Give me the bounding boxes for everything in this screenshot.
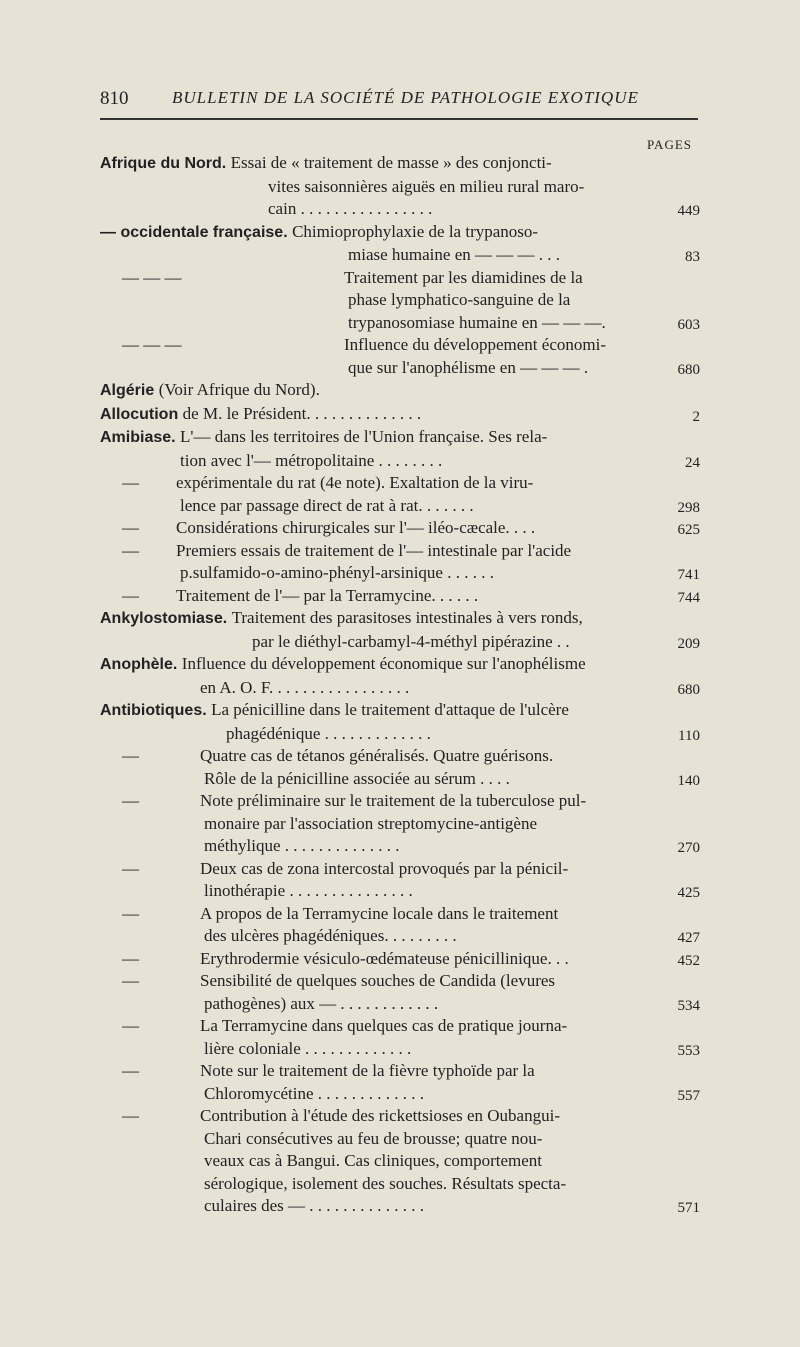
- entry-line: en A. O. F. . . . . . . . . . . . . . . . .: [200, 677, 410, 697]
- entry-line: [100, 607, 700, 631]
- entry-heading: —: [122, 1106, 139, 1125]
- index-entry: [100, 267, 700, 335]
- entry-heading: —: [122, 903, 139, 923]
- running-header: [100, 88, 700, 118]
- entry-heading: Antibiotiques.: [100, 702, 212, 719]
- entry-text: Traitement de l'— par la Terramycine. . . . . .: [176, 585, 479, 605]
- entry-heading: —: [122, 791, 139, 810]
- entry-page-number: 680: [677, 681, 700, 698]
- entry-text: Premiers essais de traitement de l'— intestinale par l'acide: [176, 540, 572, 560]
- entry-line: [100, 699, 700, 723]
- entry-line: Rôle de la pénicilline associée au sérum . . . .: [204, 768, 510, 788]
- index-entry: [100, 472, 700, 517]
- entry-text: La pénicilline dans le traitement d'attaque de l'ulcère: [211, 700, 569, 719]
- entry-line: monaire par l'association streptomycine-antigène: [204, 813, 538, 833]
- index-entry: [100, 517, 700, 540]
- index-entry: [100, 970, 700, 1015]
- entry-line: [100, 540, 700, 563]
- entry-line: que sur l'anophélisme en — — — .: [348, 357, 589, 377]
- entry-heading: —: [122, 473, 139, 492]
- entry-page-number: 534: [677, 997, 700, 1014]
- entry-heading: Anophèle.: [100, 656, 182, 673]
- entry-page-number: 270: [677, 840, 700, 856]
- entry-text: Sensibilité de quelques souches de Candida (levures: [200, 971, 556, 990]
- entry-text: A propos de la Terramycine locale dans le traitement: [200, 903, 559, 923]
- entry-heading: —: [122, 1016, 139, 1035]
- entry-line: [100, 517, 700, 540]
- index-entry: [100, 152, 700, 221]
- index-entry: [100, 607, 700, 653]
- entry-heading: —: [122, 518, 139, 537]
- entry-text: de M. le Président. . . . . . . . . . . . . .: [182, 403, 422, 423]
- entry-text: Essai de « traitement de masse » des conjoncti-: [230, 153, 552, 172]
- entry-page-number: 209: [677, 635, 700, 652]
- entry-line: Chari consécutives au feu de brousse; quatre nou-: [204, 1128, 543, 1148]
- index-entries: [100, 152, 700, 1218]
- entry-line: [100, 1060, 700, 1083]
- entry-line: tion avec l'— métropolitaine . . . . . . . .: [180, 450, 443, 470]
- entry-text: L'— dans les territoires de l'Union française. Ses rela-: [180, 427, 548, 446]
- entry-heading: —: [122, 858, 139, 878]
- index-entry: [100, 1105, 700, 1218]
- entry-line: [100, 858, 700, 881]
- entry-text: Considérations chirurgicales sur l'— iléo-cæcale. . . .: [176, 518, 536, 537]
- entry-heading: — — —: [122, 267, 182, 287]
- entry-text: Quatre cas de tétanos généralisés. Quatre guérisons.: [200, 746, 554, 765]
- entry-text: Influence du développement économi-: [344, 335, 606, 354]
- index-entry: [100, 790, 700, 858]
- entry-line: méthylique . . . . . . . . . . . . . .: [204, 836, 400, 855]
- entry-line: linothérapie . . . . . . . . . . . . . . .: [204, 881, 413, 900]
- entry-page-number: 553: [677, 1042, 700, 1059]
- entry-text: Traitement par les diamidines de la: [344, 267, 583, 287]
- entry-page-number: 603: [677, 316, 700, 333]
- index-entry: [100, 699, 700, 745]
- entry-line: cain . . . . . . . . . . . . . . . .: [268, 199, 433, 218]
- entry-page-number: 741: [677, 567, 700, 583]
- entry-line: [100, 152, 700, 176]
- entry-heading: Allocution: [100, 405, 183, 423]
- entry-page-number: 83: [685, 249, 700, 265]
- index-entry: [100, 948, 700, 971]
- entry-line: veaux cas à Bangui. Cas cliniques, comportement: [204, 1151, 543, 1170]
- entry-line: [100, 334, 700, 357]
- entry-page-number: 140: [677, 772, 700, 789]
- entry-line: par le diéthyl-carbamyl-4-méthyl pipérazine . .: [252, 631, 570, 651]
- entry-text: Contribution à l'étude des rickettsioses en Oubangui-: [200, 1106, 560, 1125]
- entry-page-number: 427: [677, 930, 700, 946]
- entry-line: culaires des — . . . . . . . . . . . . . .: [204, 1196, 425, 1215]
- entry-line: [100, 1105, 700, 1128]
- entry-line: [100, 585, 700, 608]
- entry-page-number: 571: [677, 1200, 700, 1216]
- entry-line: lière coloniale . . . . . . . . . . . . .: [204, 1038, 412, 1058]
- index-entry: [100, 221, 700, 267]
- entry-text: La Terramycine dans quelques cas de pratique journa-: [200, 1016, 568, 1035]
- entry-line: pathogènes) aux — . . . . . . . . . . . .: [204, 993, 439, 1013]
- header-rule: [100, 118, 698, 120]
- entry-page-number: 680: [677, 361, 700, 378]
- entry-heading: Amibiase.: [100, 429, 181, 446]
- entry-heading: —: [122, 585, 139, 605]
- entry-line: lence par passage direct de rat à rat. . . . . . .: [180, 495, 474, 515]
- index-entry: [100, 653, 700, 699]
- entry-line: Chloromycétine . . . . . . . . . . . . .: [204, 1083, 425, 1103]
- entry-heading: —: [122, 540, 139, 560]
- entry-heading: —: [122, 1061, 139, 1080]
- index-entry: [100, 334, 700, 379]
- index-entry: [100, 1060, 700, 1105]
- entry-text: Deux cas de zona intercostal provoqués par la pénicil-: [200, 858, 569, 878]
- entry-line: [100, 221, 700, 245]
- entry-text: (Voir Afrique du Nord).: [158, 380, 320, 399]
- entry-heading: —: [122, 948, 139, 968]
- entry-line: phase lymphatico-sanguine de la: [348, 290, 571, 309]
- entry-text: Note sur le traitement de la fièvre typhoïde par la: [200, 1061, 535, 1080]
- entry-line: p.sulfamido-o-amino-phényl-arsinique . . . . . .: [180, 563, 494, 582]
- entry-line: [100, 403, 700, 427]
- entry-page-number: 452: [677, 952, 700, 969]
- entry-line: [100, 790, 700, 813]
- entry-line: [100, 426, 700, 450]
- entry-page-number: 425: [677, 885, 700, 901]
- entry-page-number: 557: [677, 1087, 700, 1104]
- page-number: 810: [100, 88, 129, 109]
- entry-page-number: 110: [678, 727, 700, 744]
- entry-text: expérimentale du rat (4e note). Exaltation de la viru-: [176, 473, 534, 492]
- entry-line: sérologique, isolement des souches. Résultats specta-: [204, 1173, 567, 1193]
- entry-heading: Ankylostomiase.: [100, 610, 232, 627]
- index-entry: [100, 403, 700, 427]
- entry-heading: —: [122, 746, 139, 765]
- entry-text: Traitement des parasitoses intestinales à vers ronds,: [231, 608, 583, 627]
- entry-text: Erythrodermie vésiculo-œdémateuse pénicillinique. . .: [200, 948, 569, 968]
- entry-line: [100, 267, 700, 290]
- entry-page-number: 24: [685, 454, 700, 471]
- entry-line: [100, 379, 700, 403]
- entry-page-number: 2: [692, 408, 700, 425]
- index-entry: [100, 379, 700, 403]
- entry-page-number: 625: [677, 522, 700, 538]
- entry-heading: —: [122, 971, 139, 990]
- index-entry: [100, 1015, 700, 1060]
- index-entry: [100, 540, 700, 585]
- entry-heading: Afrique du Nord.: [100, 155, 231, 172]
- entry-line: [100, 653, 700, 677]
- pages-column-label: PAGES: [647, 137, 692, 152]
- entry-line: [100, 745, 700, 768]
- entry-heading: Algérie: [100, 382, 159, 399]
- entry-page-number: 744: [677, 589, 700, 606]
- entry-line: [100, 1015, 700, 1038]
- index-entry: [100, 858, 700, 903]
- entry-page-number: 298: [677, 499, 700, 516]
- entry-line: [100, 970, 700, 993]
- index-entry: [100, 745, 700, 790]
- index-entry: [100, 903, 700, 948]
- entry-text: Chimioprophylaxie de la trypanoso-: [292, 221, 539, 241]
- entry-line: miase humaine en — — — . . .: [348, 245, 560, 264]
- entry-text: Note préliminaire sur le traitement de la tuberculose pul-: [200, 791, 587, 810]
- entry-line: des ulcères phagédéniques. . . . . . . . .: [204, 926, 457, 945]
- entry-line: [100, 903, 700, 926]
- entry-heading: — occidentale française.: [100, 223, 293, 241]
- entry-line: vites saisonnières aiguës en milieu rural maro-: [268, 176, 585, 196]
- entry-line: phagédénique . . . . . . . . . . . . .: [226, 723, 431, 743]
- entry-page-number: 449: [677, 203, 700, 219]
- journal-title: BULLETIN DE LA SOCIÉTÉ DE PATHOLOGIE EXOTIQUE: [172, 88, 639, 107]
- entry-line: [100, 472, 700, 495]
- entry-text: Influence du développement économique sur l'anophélisme: [181, 654, 586, 673]
- index-entry: [100, 585, 700, 608]
- entry-line: trypanosomiase humaine en — — —.: [348, 312, 606, 332]
- index-entry: [100, 426, 700, 472]
- entry-heading: — — —: [122, 335, 182, 354]
- entry-line: [100, 948, 700, 971]
